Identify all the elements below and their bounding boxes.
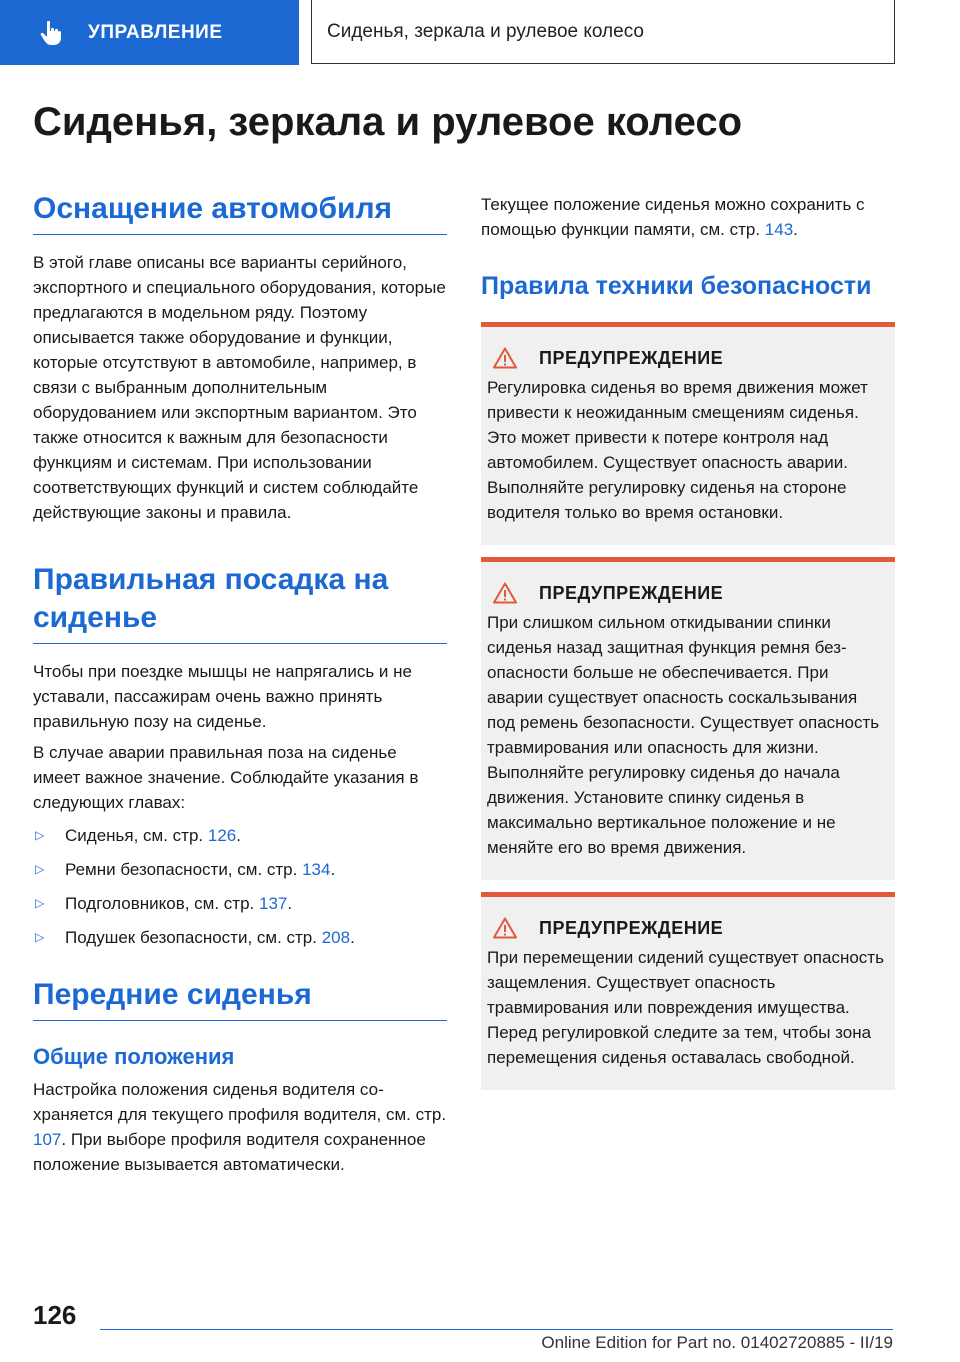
reference-list [33, 823, 447, 950]
warning-label: ПРЕДУПРЕЖДЕНИЕ [539, 347, 724, 368]
warning-box [481, 892, 895, 1090]
triangle-bullet-icon: ▷ [35, 930, 45, 944]
section-body: В этой главе описаны все варианты серийного, экспортного и специального оборудования, которые предлагаются в модельном ряду. Поэтому описывается также оборудование и функции, которые отсутствуют в автомобиле, например, в связи с выбранным дополнительным оборудованием или экспортным вариантом. Это также относится к важным для безопасности функциям и системам. При использовании соответствующих функций и систем соблюдайте действующие законы и правила. [33, 253, 446, 522]
page-link[interactable]: 208 [321, 928, 351, 947]
warning-triangle-icon [493, 347, 517, 369]
section-heading: Передние сиденья [33, 976, 447, 1021]
warning-header [487, 582, 887, 604]
page-link[interactable]: 134 [302, 860, 331, 879]
right-column [481, 192, 895, 1102]
triangle-bullet-icon: ▷ [35, 862, 45, 876]
section-label: УПРАВЛЕНИЕ [88, 21, 223, 43]
page-link[interactable]: 107 [33, 1130, 62, 1149]
warning-box [481, 557, 895, 880]
footer-divider [100, 1329, 893, 1330]
warning-label: ПРЕДУПРЕЖДЕНИЕ [539, 582, 724, 603]
section-heading: Правильная посадка на сиденье [33, 561, 447, 644]
warning-triangle-icon [493, 582, 517, 604]
list-item: ▷ Ремни безопасности, см. стр. 134. [33, 857, 447, 882]
warning-text: Регулировка сиденья во время движения может привести к неожиданным смещениям сиденья. Это может привести к потере контроля над автомобилем. Существует опасность аварии. Выполняйте регулировку сиденья на стороне водителя только во время остановки. [487, 378, 868, 522]
list-item: ▷ Подголовников, см. стр. 137. [33, 891, 447, 916]
triangle-bullet-icon: ▷ [35, 896, 45, 910]
warning-header [487, 347, 887, 369]
list-item: ▷ Подушек безопасности, см. стр. 208. [33, 925, 447, 950]
section-equipment [33, 190, 447, 525]
triangle-bullet-icon: ▷ [35, 828, 45, 842]
left-column [33, 190, 447, 1213]
section-body: Настройка положения сиденья водителя сохраняется для текущего профиля водителя, см. стр. 107. При выборе профиля водителя сохраненное положение вызывается автоматически. [33, 1080, 447, 1174]
page-link[interactable]: 137 [259, 894, 288, 913]
warning-text: При слишком сильном откидывании спинки сиденья назад защитная функция ремня безопасности больше не обеспечивается. При аварии существует опасность соскальзывания под ремень безопасности. Существует опасность травмирования или опасность для жизни. Выполняйте регулировку сиденья до начала движения. Установите спинку сиденья в максимально вертикальное положение и не меняйте его во время движения. [487, 613, 880, 857]
warning-text: При перемещении сидений существует опасность защемления. Существует опасность травмирования или повреждения имущества. Перед регулировкой следите за тем, чтобы зона перемещения сиденья оставалась свободной. [487, 948, 884, 1067]
subheading: Общие положения [33, 1044, 235, 1069]
warning-triangle-icon [493, 917, 517, 939]
header-section-tab[interactable] [0, 0, 299, 65]
safety-heading: Правила техники безопасности [481, 272, 872, 300]
list-item: ▷ Сиденья, см. стр. 126. [33, 823, 447, 848]
intro-paragraph: Текущее положение сиденья можно сохранить с помощью функции памяти, см. стр. 143. [481, 195, 865, 239]
warning-box [481, 322, 895, 545]
section-front-seats [33, 976, 447, 1177]
section-posture [33, 561, 447, 950]
page-title: Сиденья, зеркала и рулевое колесо [33, 100, 743, 144]
paragraph: Чтобы при поездке мышцы не напрягались и не уставали, пассажирам очень важно принять правильную позу на сиденье. [33, 662, 412, 731]
page-link[interactable]: 143 [764, 220, 794, 239]
page-link[interactable]: 126 [207, 826, 237, 845]
hand-pointer-icon [40, 20, 62, 46]
warning-label: ПРЕДУПРЕЖДЕНИЕ [539, 917, 724, 938]
breadcrumb[interactable] [311, 0, 895, 64]
edition-info: Online Edition for Part no. 01402720885 - II/19 [541, 1333, 893, 1352]
warning-header [487, 917, 887, 939]
page-number: 126 [33, 1300, 77, 1330]
section-heading: Оснащение автомобиля [33, 190, 447, 235]
paragraph: В случае аварии правильная поза на сиденье имеет важное значение. Соблюдайте указания в следующих главах: [33, 743, 419, 812]
breadcrumb-text: Сиденья, зеркала и рулевое колесо [327, 20, 644, 42]
